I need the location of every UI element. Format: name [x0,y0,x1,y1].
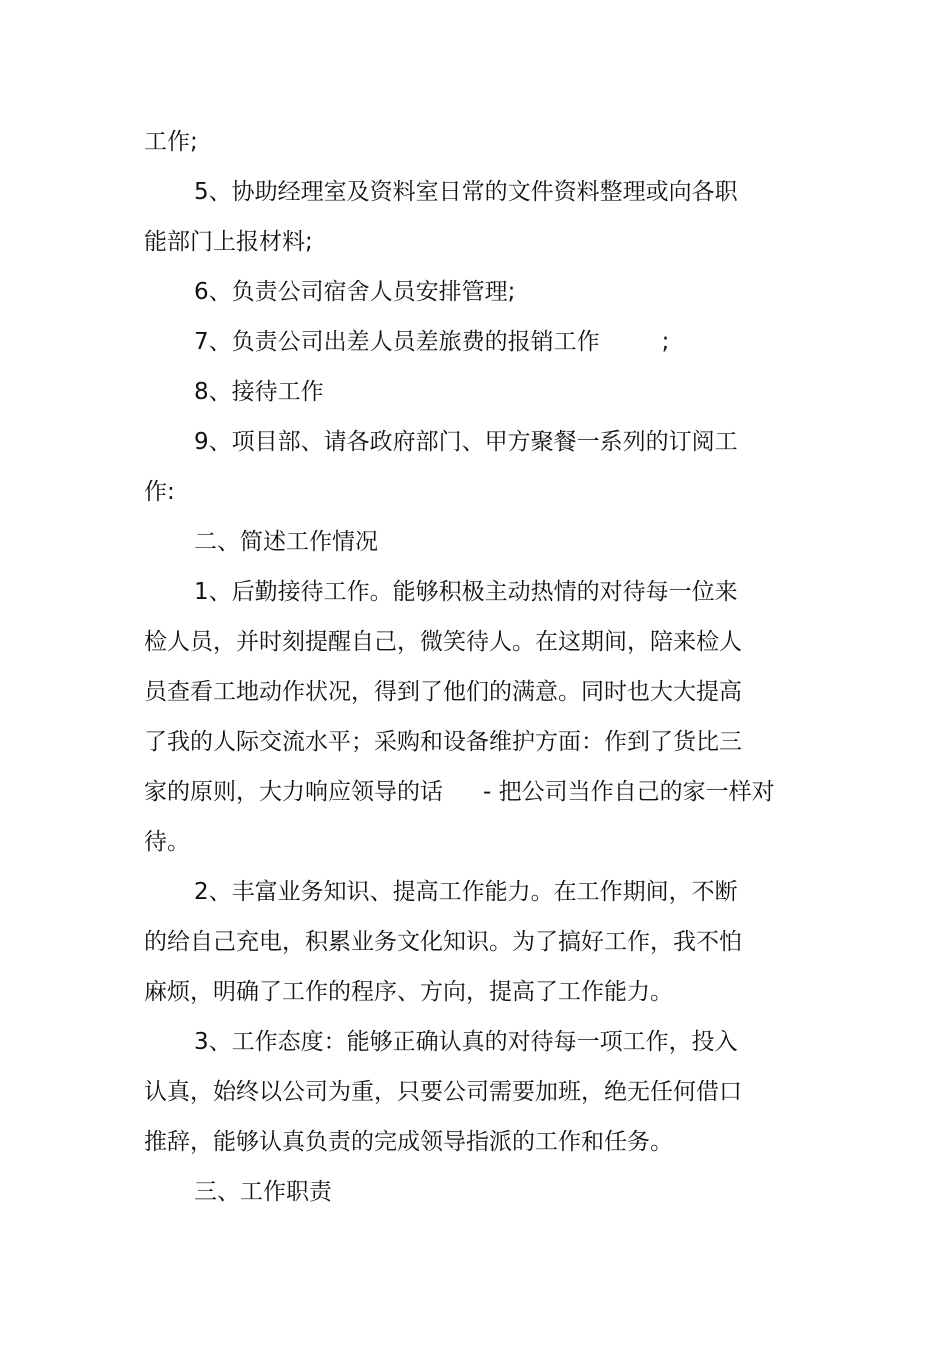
list-item-7-line [194,330,669,356]
paragraph-1-line-1: 1、后勤接待工作。能够积极主动热情的对待每一位来 [194,579,738,605]
list-item-5-text: 5、协助经理室及资料室日常的文件资料整理或向各职 [194,179,738,205]
text-line: 工作; [144,129,198,155]
list-item-8-text: 8、接待工作 [194,379,324,405]
paragraph-2-line-1: 2、丰富业务知识、提高工作能力。在工作期间，不断 [194,879,738,905]
semicolon-text: ; [661,329,670,355]
list-item-6-text: 6、负责公司宿舍人员安排管理; [194,279,516,305]
text-line: 作: [144,479,175,505]
text-line: 能部门上报材料; [144,229,313,255]
list-item-9-text: 9、项目部、请各政府部门、甲方聚餐一系列的订阅工 [194,429,738,455]
paragraph-1-text-part-2: - 把公司当作自己的家一样对 [483,779,775,805]
section-heading-2: 二、简述工作情况 [194,529,378,555]
paragraph-1-line-2: 检人员，并时刻提醒自己，微笑待人。在这期间，陪来检人 [144,629,742,655]
paragraph-1-line-6: 待。 [144,829,190,855]
paragraph-2-line-2: 的给自己充电，积累业务文化知识。为了搞好工作，我不怕 [144,929,742,955]
paragraph-3-line-2: 认真，始终以公司为重，只要公司需要加班，绝无任何借口 [144,1079,742,1105]
list-item-7-text: 7、负责公司出差人员差旅费的报销工作 [194,329,600,355]
paragraph-3-line-3: 推辞，能够认真负责的完成领导指派的工作和任务。 [144,1129,673,1155]
paragraph-3-line-1: 3、工作态度：能够正确认真的对待每一项工作，投入 [194,1029,738,1055]
paragraph-1-line-3: 员查看工地动作状况，得到了他们的满意。同时也大大提高 [144,679,742,705]
paragraph-1-line-5 [144,780,775,806]
section-heading-3: 三、工作职责 [194,1179,332,1205]
paragraph-1-text-part-1: 家的原则，大力响应领导的话 [144,779,443,805]
paragraph-2-line-3: 麻烦，明确了工作的程序、方向，提高了工作能力。 [144,979,673,1005]
paragraph-1-line-4: 了我的人际交流水平；采购和设备维护方面：作到了货比三 [144,729,742,755]
